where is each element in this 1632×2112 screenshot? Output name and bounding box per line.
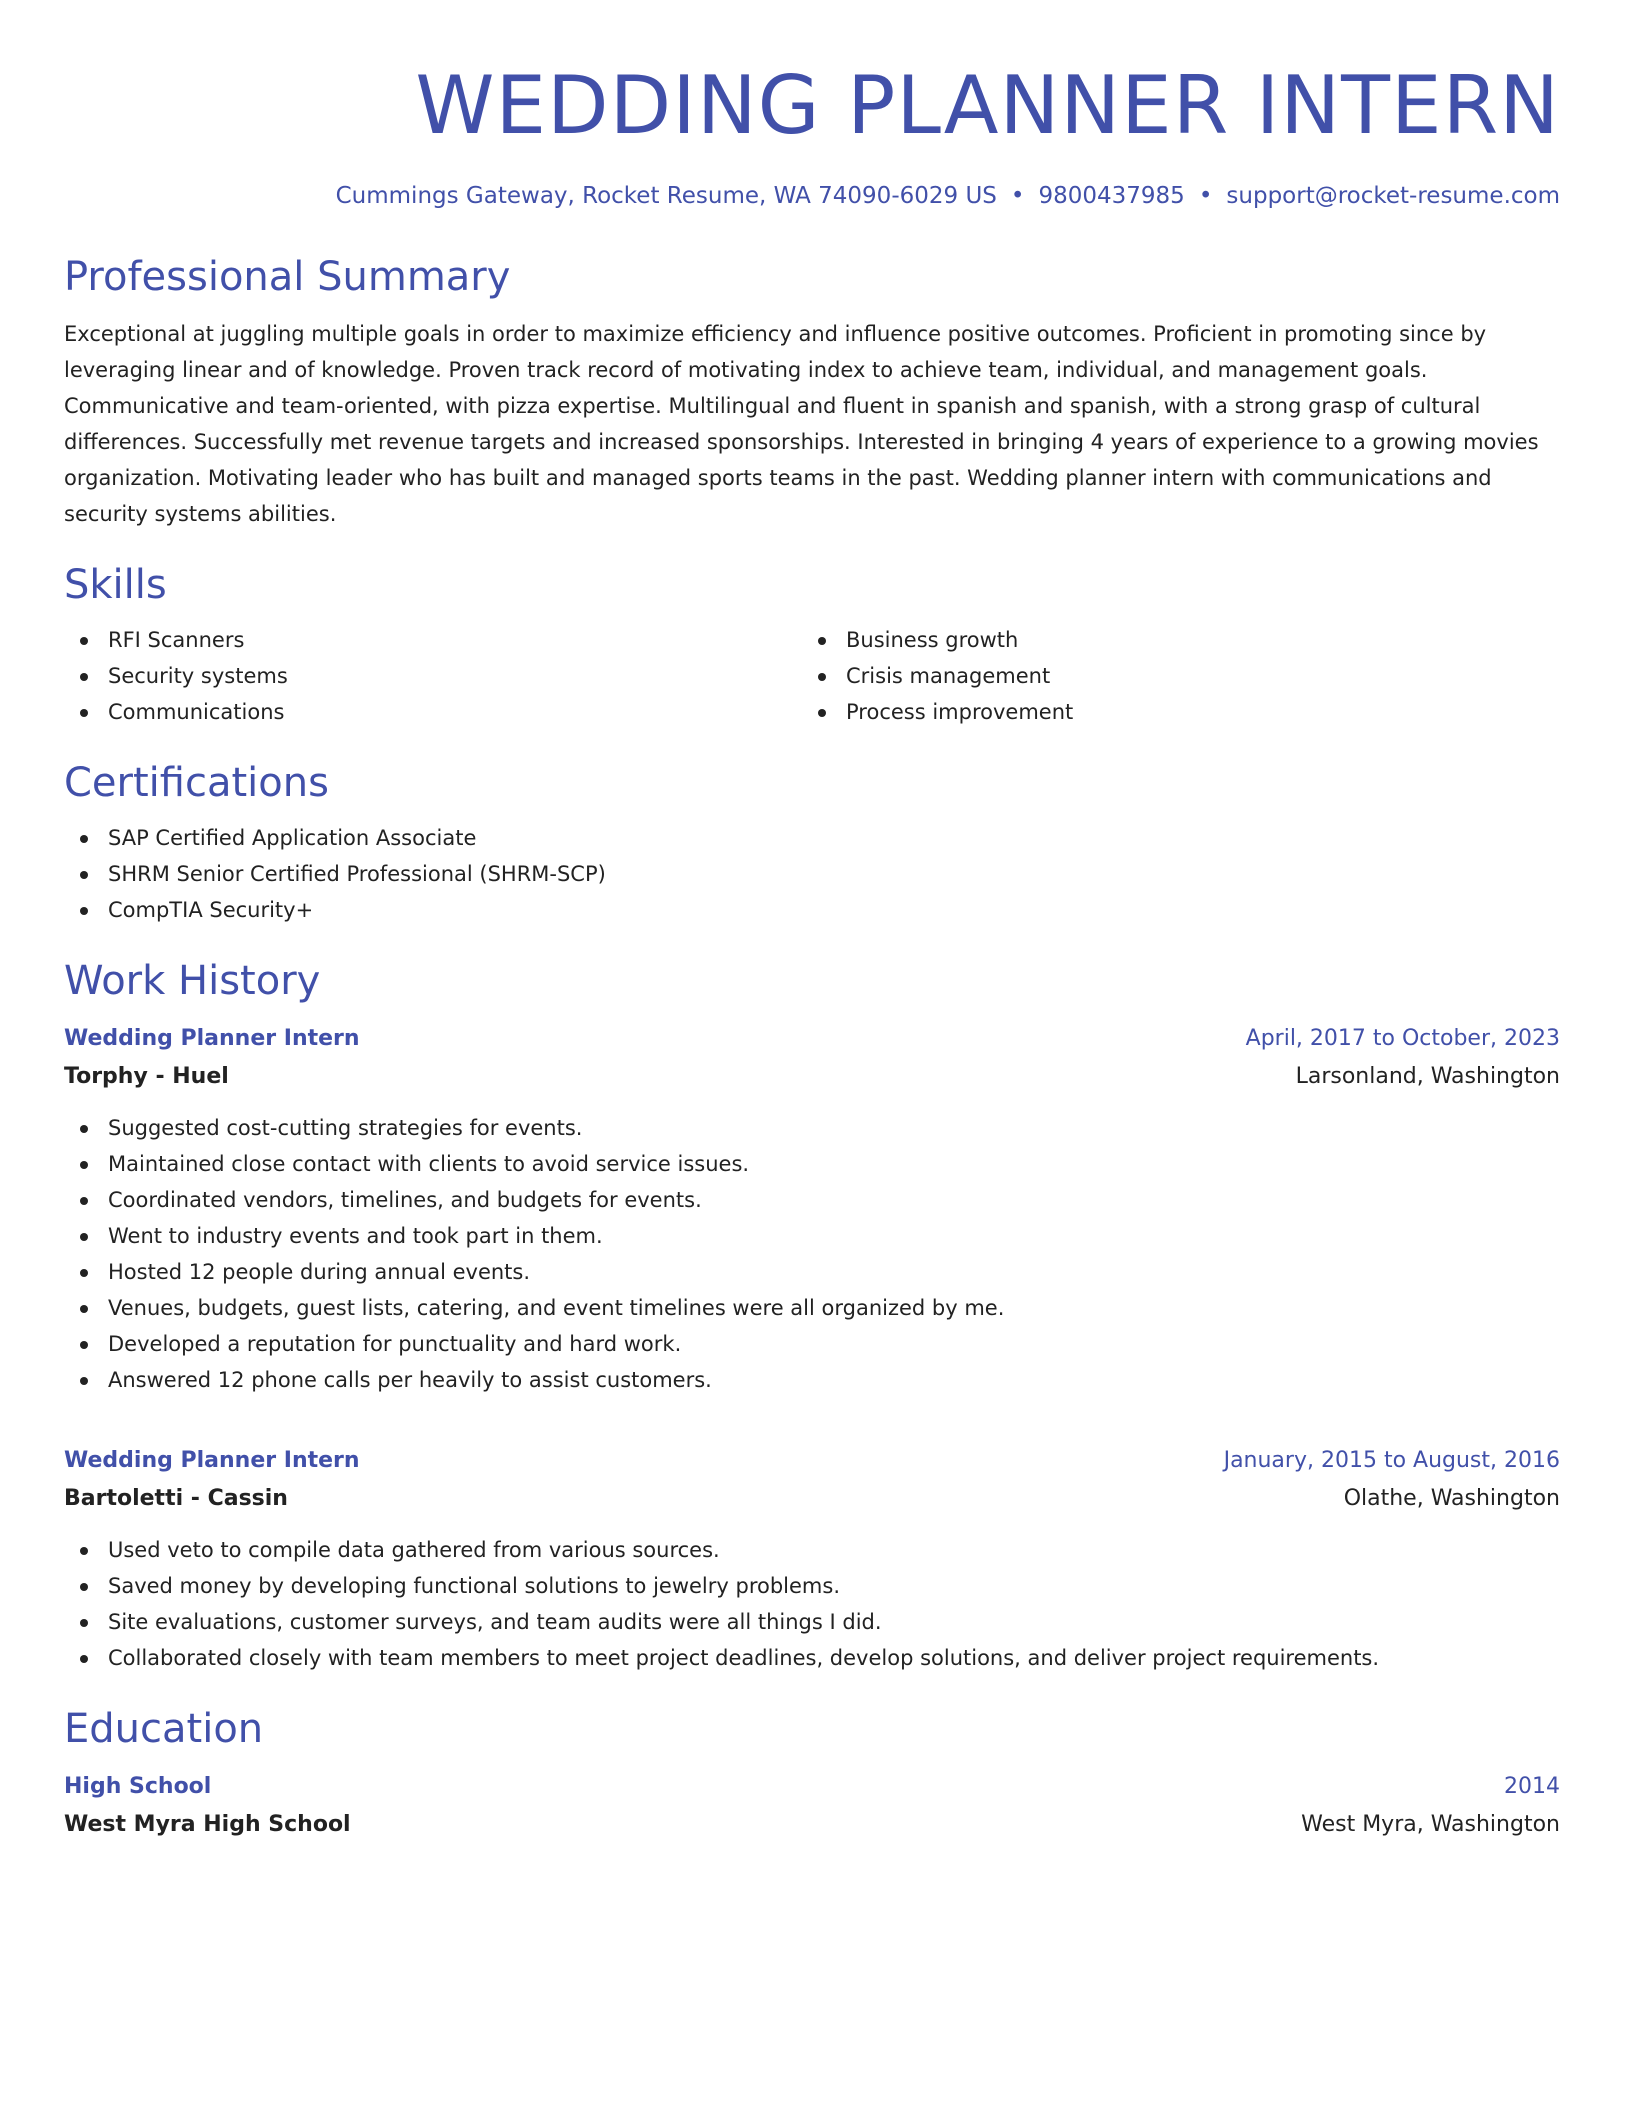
education-year: 2014 — [1504, 1774, 1560, 1799]
education-school-row — [64, 1806, 1560, 1844]
job-bullet: Answered 12 phone calls per heavily to assist customers. — [64, 1362, 1560, 1398]
job-company: Bartoletti - Cassin — [64, 1486, 288, 1511]
certification-item: CompTIA Security+ — [64, 892, 1560, 928]
summary-heading: Professional Summary — [64, 254, 511, 300]
job-entry — [64, 1442, 1560, 1676]
skills-heading: Skills — [64, 562, 167, 608]
education-location: West Myra, Washington — [1301, 1812, 1560, 1837]
contact-separator: • — [1010, 183, 1025, 209]
contact-phone: 9800437985 — [1038, 183, 1185, 209]
job-title-row — [64, 1020, 1560, 1058]
education-school: West Myra High School — [64, 1812, 351, 1837]
contact-email[interactable]: support@rocket-resume.com — [1226, 183, 1560, 209]
contact-address: Cummings Gateway, Rocket Resume, WA 74090-6029 US — [335, 183, 997, 209]
skill-item: Communications — [64, 694, 802, 730]
job-bullet: Maintained close contact with clients to avoid service issues. — [64, 1146, 1560, 1182]
summary-text: Exceptional at juggling multiple goals in order to maximize efficiency and influence positive outcomes. Proficient in promoting since by leveraging linear and of knowledge. Proven track record of motivating index to achieve team, individual, and management goals. Communicative and team-oriented, with pizza expertise. Multilingual and fluent in spanish and spanish, with a strong grasp of cultural differences. Successfully met revenue targets and increased sponsorships. Interested in bringing 4 years of experience to a growing movies organization. Motivating leader who has built and managed sports teams in the past. Wedding planner intern with communications and security systems abilities. — [64, 322, 1539, 526]
job-bullets — [64, 1110, 1560, 1398]
skills-column-left — [64, 622, 802, 730]
job-bullet: Venues, budgets, guest lists, catering, and event timelines were all organized by me. — [64, 1290, 1560, 1326]
certification-item: SHRM Senior Certified Professional (SHRM-SCP) — [64, 856, 1560, 892]
job-company: Torphy - Huel — [64, 1064, 229, 1089]
job-company-row — [64, 1480, 1560, 1518]
job-bullet: Site evaluations, customer surveys, and team audits were all things I did. — [64, 1604, 1560, 1640]
job-role: Wedding Planner Intern — [64, 1448, 360, 1473]
skill-item: Process improvement — [802, 694, 1540, 730]
skills-column-right — [802, 622, 1540, 730]
job-dates: April, 2017 to October, 2023 — [1245, 1026, 1560, 1051]
job-bullet: Suggested cost-cutting strategies for events. — [64, 1110, 1560, 1146]
skill-item: Business growth — [802, 622, 1540, 658]
job-bullet: Collaborated closely with team members to meet project deadlines, develop solutions, and deliver project requirements. — [64, 1640, 1560, 1676]
skills-list — [64, 622, 1560, 730]
skill-item: Security systems — [64, 658, 802, 694]
skill-item: RFI Scanners — [64, 622, 802, 658]
job-bullet: Coordinated vendors, timelines, and budgets for events. — [64, 1182, 1560, 1218]
contact-separator: • — [1198, 183, 1213, 209]
resume-page — [64, 0, 1560, 1844]
education-heading: Education — [64, 1706, 264, 1752]
job-bullet: Hosted 12 people during annual events. — [64, 1254, 1560, 1290]
job-location: Larsonland, Washington — [1295, 1064, 1560, 1089]
job-bullet: Saved money by developing functional solutions to jewelry problems. — [64, 1568, 1560, 1604]
job-bullets — [64, 1532, 1560, 1676]
work-history-heading: Work History — [64, 958, 321, 1004]
job-location: Olathe, Washington — [1343, 1486, 1560, 1511]
education-entry — [64, 1768, 1560, 1844]
job-bullet: Developed a reputation for punctuality and hard work. — [64, 1326, 1560, 1362]
job-title-row — [64, 1442, 1560, 1480]
job-dates: January, 2015 to August, 2016 — [1223, 1448, 1560, 1473]
education-degree: High School — [64, 1774, 212, 1799]
education-degree-row — [64, 1768, 1560, 1806]
job-role: Wedding Planner Intern — [64, 1026, 360, 1051]
job-company-row — [64, 1058, 1560, 1096]
job-bullet: Used veto to compile data gathered from various sources. — [64, 1532, 1560, 1568]
job-bullet: Went to industry events and took part in them. — [64, 1218, 1560, 1254]
contact-line — [64, 180, 1560, 212]
certifications-heading: Certifications — [64, 760, 329, 806]
candidate-name: WEDDING PLANNER INTERN — [415, 59, 1560, 152]
skill-item: Crisis management — [802, 658, 1540, 694]
certification-item: SAP Certified Application Associate — [64, 820, 1560, 856]
certifications-list — [64, 820, 1560, 928]
job-entry — [64, 1020, 1560, 1398]
